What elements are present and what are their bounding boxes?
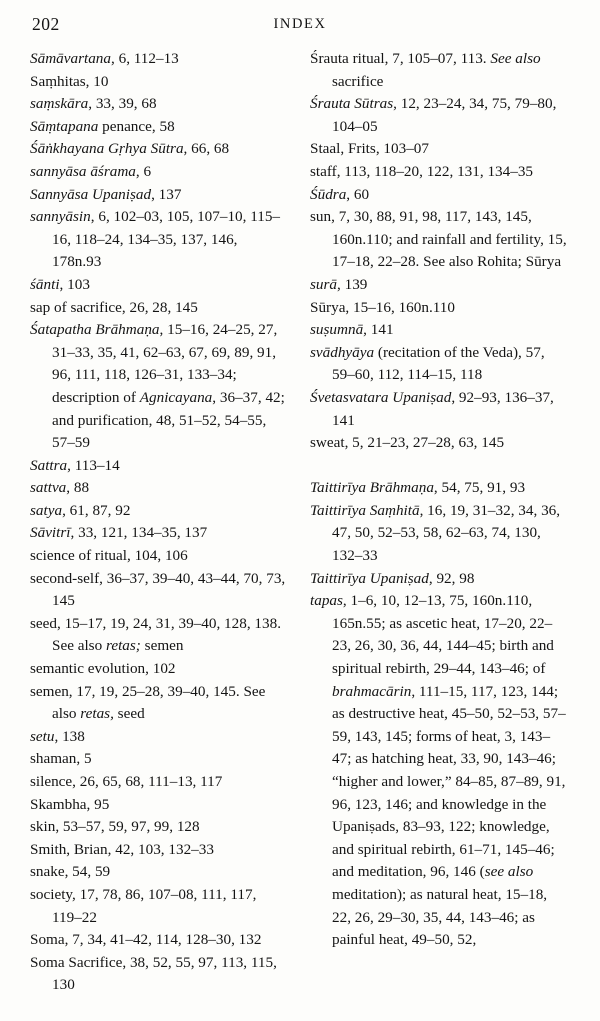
entry-text: suṣumnā — [310, 321, 364, 339]
index-entry-sannyasa-upanisad — [30, 184, 288, 207]
index-entry-sattva — [30, 477, 288, 500]
entry-text: , 6, 112–13 — [111, 50, 179, 67]
entry-text: , 61, 87, 92 — [62, 501, 131, 519]
entry-text: retas; — [106, 637, 141, 655]
running-head: INDEX — [273, 16, 327, 32]
entry-text: , 6, 102–03, 105, 107–10, 115–16, 118–24, 134–35, 137, 146, 178n.93 — [52, 208, 281, 271]
entry-text: seed — [113, 705, 145, 723]
page-header — [0, 14, 600, 36]
entry-text: See also — [490, 50, 541, 67]
entry-text: retas, — [80, 705, 114, 723]
index-column-right — [310, 48, 568, 952]
index-entry-skin — [30, 816, 288, 839]
index-entry-susumna — [310, 319, 568, 342]
entry-text: , 36–37, 42; and purification, 48, 51–52, 54–55, 57–59 — [52, 388, 285, 452]
entry-text: staff, 113, 118–20, 122, 131, 134–35 — [310, 162, 534, 180]
entry-text: sannyāsa āśrama — [30, 162, 136, 180]
entry-text: silence, 26, 65, 68, 111–13, 117 — [30, 773, 223, 790]
entry-text: Śrauta ritual, 7, 105–07, 113. — [310, 50, 491, 67]
index-entry-samhitas — [30, 71, 288, 94]
entry-text: , 111–15, 117, 123, 144; as destructive heat, 45–50, 52–53, 57–59, 143, 145; forms of heat, 3, 143–47; as hatching heat, 33, 90, 143–46; “higher and lower,” 84–85, 87–89, 91, 96, 123, 146; and knowledge in the Upaniṣads, 83–93, 122; knowledge, and spiritual rebirth, 61–71, 145–46; and meditation, 96, 146 ( — [332, 682, 566, 881]
entry-text: Sāvitrī — [30, 524, 71, 542]
index-entry-taittiriya-brahmana — [310, 477, 568, 500]
entry-text: sun, 7, 30, 88, 91, 98, 117, 143, 145, 160n.110; and rainfall and fertility, 15, 17–18, 22–28. See also Rohita; Sūrya — [310, 208, 567, 271]
index-entry-soma-sacrifice — [30, 952, 288, 997]
entry-text: , 66, 68 — [183, 140, 230, 158]
index-entry-srauta-ritual — [310, 48, 568, 93]
entry-text: sap of sacrifice, 26, 28, 145 — [30, 298, 198, 316]
index-entry-shaman — [30, 748, 288, 771]
entry-text: Smith, Brian, 42, 103, 132–33 — [30, 840, 214, 858]
index-entry-svetasvatara-upanisad — [310, 387, 568, 432]
entry-text: shaman, 5 — [30, 750, 92, 768]
entry-text: Taittirīya Saṃhitā — [310, 501, 420, 519]
entry-text: semen — [140, 637, 184, 655]
index-entry-silence — [30, 771, 288, 794]
index-entry-taittiriya-upanisad — [310, 568, 568, 591]
index-column-left — [30, 48, 288, 997]
entry-text: Sūrya, 15–16, 160n.110 — [310, 298, 455, 316]
entry-text: , 54, 75, 91, 93 — [433, 479, 526, 497]
entry-text: Śatapatha Brāhmaṇa — [30, 321, 160, 339]
entry-text: setu — [30, 727, 55, 745]
entry-text: sattva — [30, 479, 67, 497]
index-entry-sweat — [310, 432, 568, 455]
index-entry-semen — [30, 681, 288, 726]
index-entry-snake — [30, 861, 288, 884]
index-entry-sannyasa-asrama — [30, 161, 288, 184]
entry-text: Śrauta Sūtras — [310, 95, 394, 113]
entry-text: svādhyāya — [310, 343, 375, 361]
index-entry-semantic-evolution — [30, 658, 288, 681]
index-entry-sankhayana-grhya-sutra — [30, 138, 288, 161]
entry-text: , 138 — [54, 727, 85, 745]
entry-text: penance, 58 — [98, 117, 175, 135]
entry-text: skin, 53–57, 59, 97, 99, 128 — [30, 818, 200, 836]
index-entry-seed — [30, 613, 288, 658]
index-entry-staal-frits — [310, 138, 568, 161]
entry-text: , 16, 19, 31–32, 34, 36, 47, 50, 52–53, 58, 62–63, 74, 130, 132–33 — [332, 501, 561, 565]
entry-text: society, 17, 78, 86, 107–08, 111, 117, 119–22 — [30, 885, 257, 926]
entry-text: sacrifice — [332, 72, 384, 90]
entry-text: sweat, 5, 21–23, 27–28, 63, 145 — [310, 434, 505, 452]
entry-text: , 92, 98 — [428, 569, 475, 587]
entry-text: , 113–14 — [67, 456, 120, 474]
index-entry-srauta-sutras — [310, 93, 568, 138]
index-entry-sannyasin — [30, 206, 288, 274]
entry-text: , 88 — [66, 479, 90, 497]
entry-text: sannyāsin — [30, 208, 91, 226]
entry-text: Sāṃtapana — [30, 117, 99, 135]
entry-text: , 92–93, 136–37, 141 — [332, 388, 554, 429]
index-entry-satya — [30, 500, 288, 523]
index-entry-santi — [30, 274, 288, 297]
index-entry-savitri — [30, 522, 288, 545]
index-entry-second-self — [30, 568, 288, 613]
page-number: 202 — [32, 14, 60, 34]
entry-text: meditation); as natural heat, 15–18, 22, 26, 29–30, 35, 44, 143–46; as painful heat, 49–50, 52, — [332, 885, 548, 949]
index-entry-skambha — [30, 794, 288, 817]
entry-text: Soma Sacrifice, 38, 52, 55, 97, 113, 115, 130 — [30, 953, 277, 994]
entry-text: , 15–16, 24–25, 27, 31–33, 35, 41, 62–63, 67, 69, 89, 91, 96, 111, 118, 126–31, 133–34; description of — [52, 321, 278, 406]
entry-text: Sāmāvartana — [30, 50, 111, 67]
index-entry-samtapana-penance — [30, 116, 288, 139]
index-entry-sura — [310, 274, 568, 297]
entry-text: surā — [310, 275, 338, 293]
entry-text: , 60 — [346, 185, 370, 203]
entry-text: Sannyāsa Upaniṣad — [30, 185, 152, 203]
index-entry-science-of-ritual — [30, 545, 288, 568]
entry-text: (recitation of the Veda), 57, 59–60, 112, 114–15, 118 — [332, 343, 545, 384]
index-entry-surya — [310, 297, 568, 320]
entry-text: Agnicayana — [139, 388, 213, 406]
entry-text: , 139 — [337, 275, 368, 293]
entry-text: Sattra — [30, 456, 68, 474]
index-entry-samskara — [30, 93, 288, 116]
entry-text: semantic evolution, 102 — [30, 660, 176, 678]
entry-text: , 12, 23–24, 34, 75, 79–80, 104–05 — [332, 95, 557, 135]
entry-text: , 33, 121, 134–35, 137 — [70, 524, 208, 542]
index-entry-sattra — [30, 455, 288, 478]
index-entry-society — [30, 884, 288, 929]
entry-text: Soma, 7, 34, 41–42, 114, 128–30, 132 — [30, 931, 262, 949]
entry-text: snake, 54, 59 — [30, 863, 111, 881]
entry-text: brahmacārin — [332, 682, 412, 700]
entry-text: Staal, Frits, 103–07 — [310, 140, 429, 158]
entry-text: Saṃhitas, 10 — [30, 72, 109, 90]
entry-text: Śūdra — [310, 185, 347, 203]
index-entry-samavartana — [30, 48, 288, 71]
index-entry-tapas — [310, 590, 568, 952]
entry-text: satya — [30, 501, 63, 519]
index-entry-sap-of-sacrifice — [30, 297, 288, 320]
index-entry-soma — [30, 929, 288, 952]
entry-text: , 1–6, 10, 12–13, 75, 160n.110, 165n.55; as ascetic heat, 17–20, 22–23, 26, 30, 36, 44, 144–45; birth and spiritual rebirth, 29–44, 143–46; of — [332, 592, 554, 678]
entry-text: śānti — [30, 275, 60, 293]
entry-text: second-self, 36–37, 39–40, 43–44, 70, 73, 145 — [30, 569, 286, 610]
entry-text: , 141 — [363, 321, 394, 339]
index-entry-satapatha-brahmana — [30, 319, 288, 455]
entry-text: , 33, 39, 68 — [88, 95, 157, 113]
entry-text: Śvetasvatara Upaniṣad — [310, 388, 452, 406]
index-entry-staff — [310, 161, 568, 184]
index-entry-svadhyaya — [310, 342, 568, 387]
entry-text: , 103 — [59, 275, 90, 293]
entry-text: Śāṅkhayana Gṛhya Sūtra — [30, 140, 184, 158]
index-entry-taittiriya-samhita — [310, 500, 568, 568]
entry-text: Taittirīya Upaniṣad — [310, 569, 429, 587]
entry-text: see also — [484, 863, 534, 881]
entry-text: tapas — [310, 592, 343, 610]
entry-text: , 137 — [151, 185, 182, 203]
entry-text: Skambha, 95 — [30, 795, 110, 813]
entry-text: , 6 — [135, 162, 152, 180]
entry-text: science of ritual, 104, 106 — [30, 547, 188, 565]
entry-text: saṃskāra — [30, 95, 89, 113]
index-entry-sun — [310, 206, 568, 274]
index-entry-sudra — [310, 184, 568, 207]
entry-text: seed, 15–17, 19, 24, 31, 39–40, 128, 138. See also — [30, 614, 282, 655]
index-entry-setu — [30, 726, 288, 749]
entry-text: Taittirīya Brāhmaṇa — [310, 479, 434, 497]
index-entry-smith-brian — [30, 839, 288, 862]
entry-text: semen, 17, 19, 25–28, 39–40, 145. See also — [30, 682, 266, 723]
